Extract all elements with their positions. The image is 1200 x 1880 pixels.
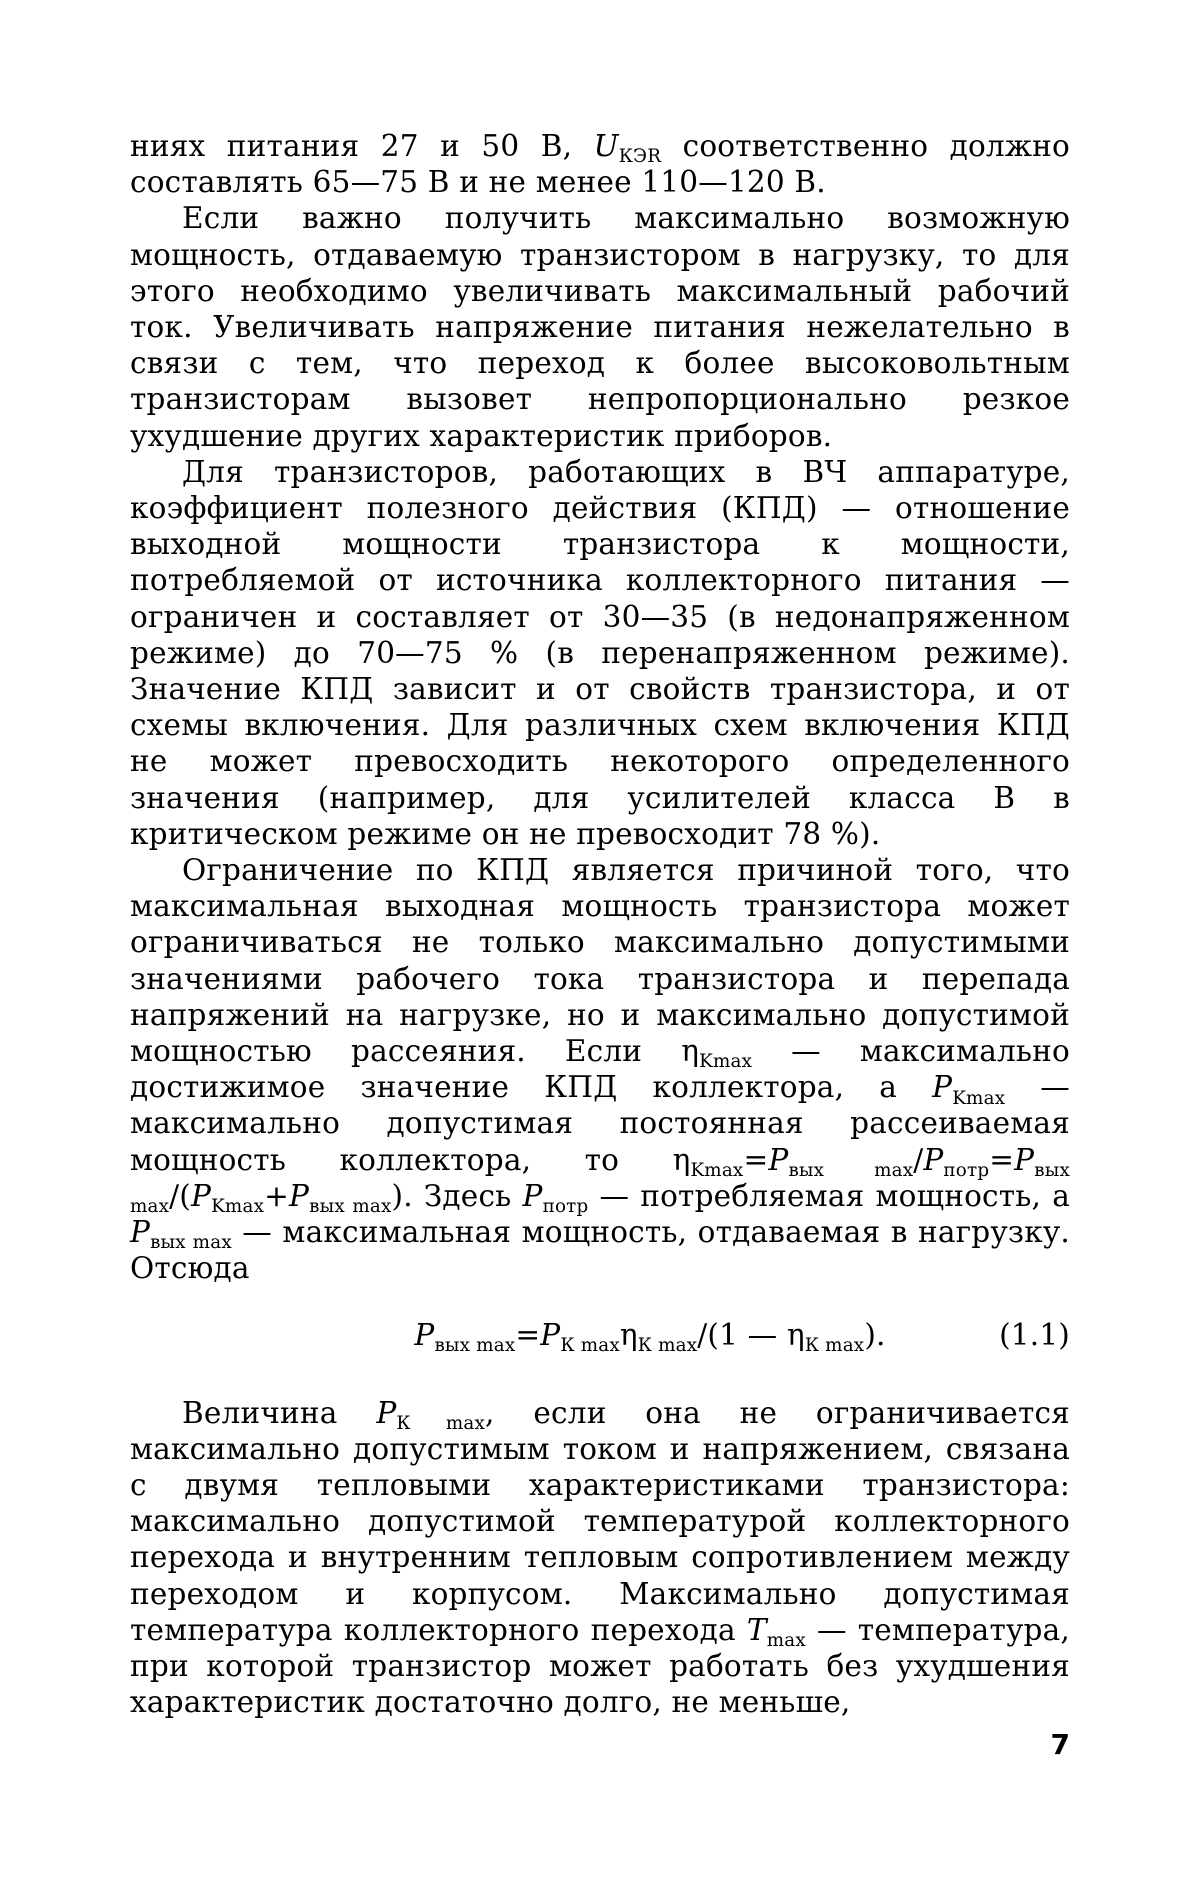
plus-sign: + [264,1178,290,1213]
paragraph-5 [130,1395,1070,1721]
paren-open: (1 — [707,1317,787,1352]
text-run: — максимальная мощность, отдаваемая в нагрузку. Отсюда [130,1215,1070,1286]
equation-number: (1.1) [999,1317,1070,1352]
symbol-p: P [191,1178,212,1213]
text-run: , если она не ограничивается максимально допустимым током и напряжением, связана с двумя тепловыми характеристиками транзистора: максимально допустимой температурой коллекторного перехода и внутренним тепловым сопротивлением между переходом и корпусом. Максимально допустимая температура коллекторного перехода [130,1395,1070,1647]
body-text [130,128,1070,1720]
equals-sign: = [743,1142,769,1177]
subscript-k-max: К max [804,1334,865,1356]
subscript-kmax: Kmax [952,1087,1006,1109]
text-run: — температура, при которой транзистор может работать без ухудшения характеристик достаточно долго, не меньше, [130,1612,1070,1720]
slash: / [913,1142,924,1177]
subscript-kmax: Kmax [699,1051,753,1073]
text-run: . Здесь [403,1178,523,1213]
subscript-vyx-max: вых max [788,1160,914,1182]
paragraph-4 [130,852,1070,1286]
subscript-k-max: К max [637,1334,698,1356]
subscript-vyx-max: вых max [434,1334,516,1356]
symbol-u: U [593,129,619,163]
symbol-p: P [522,1178,543,1213]
equals-sign: = [989,1142,1015,1177]
subscript-potr: потр [943,1160,990,1182]
text-run: Величина [182,1395,377,1430]
subscript-vyx-max: вых max [130,1160,1070,1218]
subscript-ker: КЭR [618,146,662,168]
equals-sign: = [515,1317,541,1352]
symbol-p: P [1014,1142,1035,1177]
subscript-k-max: К max [396,1412,486,1434]
paragraph-2: Если важно получить максимально возможную мощность, отдаваемую транзистором в нагрузку, то для этого необходимо увеличивать максимальный рабочий ток. Увеличивать напряжение питания нежелательно в связи с тем, что переход к более высоковольтным транзисторам вызовет непропорционально резкое ухудшение других характеристик приборов. [130,201,1070,453]
symbol-p: P [540,1317,561,1352]
page-number: 7 [1050,1728,1070,1761]
symbol-eta: η [619,1317,638,1352]
subscript-k-max: К max [560,1334,620,1356]
symbol-eta: η [672,1142,691,1177]
text-run: — потребляемая мощность, а [588,1178,1070,1213]
symbol-p: P [376,1395,397,1430]
formula-expression [414,1317,886,1356]
symbol-t: T [746,1612,767,1647]
text-run: — максимально достижимое значение КПД коллектора, а [130,1034,1071,1105]
subscript-vyx-max: вых max [309,1196,392,1218]
paren-close: ) [391,1178,404,1213]
text-run: — максимально допустимая постоянная рассеиваемая мощность коллектора, то [130,1070,1071,1177]
symbol-eta: η [786,1317,805,1352]
subscript-vyx-max: вых max [150,1232,232,1254]
paren-open: ( [179,1178,192,1213]
subscript-kmax: Kmax [211,1196,265,1218]
text-run: ниях питания 27 и 50 В, [130,129,594,163]
symbol-eta: η [681,1034,700,1069]
symbol-p: P [923,1142,944,1177]
paragraph-1 [130,128,1070,200]
symbol-p: P [932,1070,953,1105]
symbol-p: P [768,1142,789,1177]
text-run: Ограничение по КПД является причиной того, что максимальная выходная мощность транзистора может ограничиваться не только максимально допустимыми значениями рабочего тока транзистора и перепада напряжений на нагрузке, но и максимально допустимой мощностью рассеяния. Если [130,853,1070,1069]
symbol-p: P [289,1178,310,1213]
subscript-kmax: Kmax [690,1160,744,1182]
text-run: соответственно должно составлять 65—75 В и не менее 110—120 В. [130,129,1070,200]
paren-close: ). [864,1317,886,1352]
symbol-p: P [130,1215,151,1250]
slash: / [697,1317,708,1352]
slash: / [169,1178,180,1213]
paragraph-3: Для транзисторов, работающих в ВЧ аппаратуре, коэффициент полезного действия (КПД) — отношение выходной мощности транзистора к мощности, потребляемой от источника коллекторного питания — ограничен и составляет от 30—35 (в недонапряженном режиме) до 70—75 % (в перенапряженном режиме). Значение КПД зависит и от свойств транзистора, и от схемы включения. Для различных схем включения КПД не может превосходить некоторого определенного значения (например, для усилителей класса В в критическом режиме он не превосходит 78 %). [130,454,1070,851]
formula-1-1 [130,1317,1070,1357]
subscript-potr: потр [542,1196,589,1218]
symbol-p: P [414,1317,435,1352]
subscript-max: max [766,1630,806,1652]
